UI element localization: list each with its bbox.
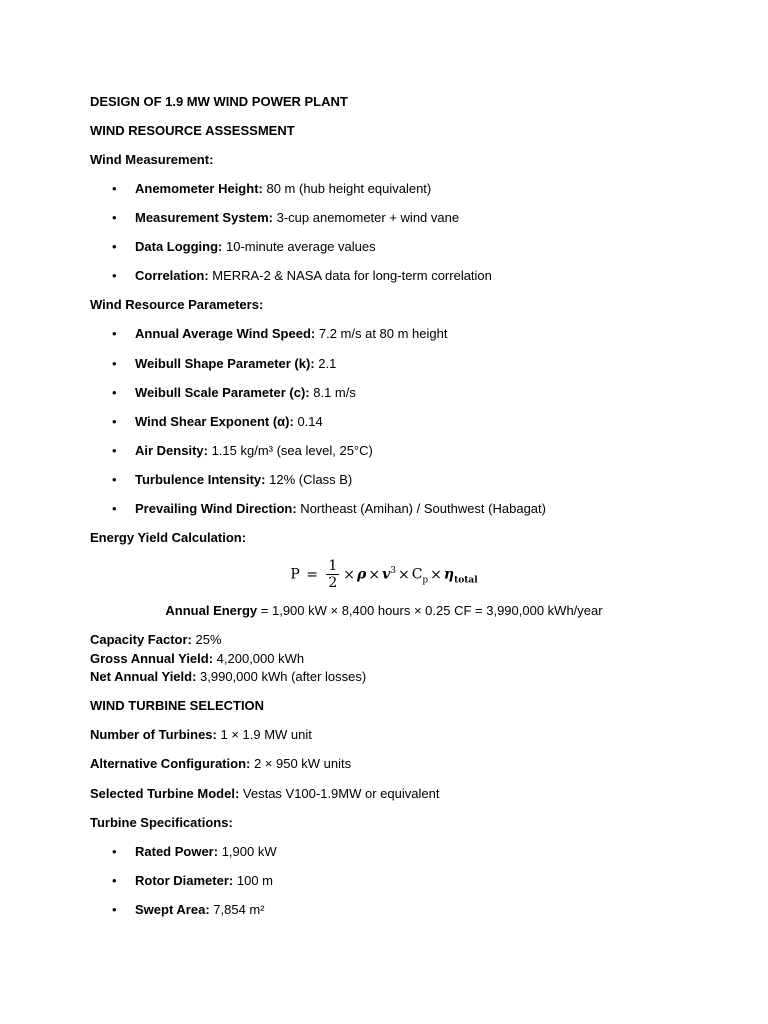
list-item — [135, 239, 376, 255]
annual-energy-label: Annual Energy — [165, 603, 258, 618]
formula-equals: = — [306, 566, 318, 583]
summary-label: Gross Annual Yield: — [90, 651, 214, 666]
formula-fraction — [326, 558, 339, 591]
fraction-numerator: 1 — [328, 558, 338, 574]
formula-cp: C — [411, 566, 423, 583]
document-title: DESIGN OF 1.9 MW WIND POWER PLANT — [90, 94, 348, 109]
item-label: Anemometer Height: — [135, 181, 263, 196]
formula-times: × — [368, 566, 381, 583]
formula-cp-subscript: p — [422, 575, 429, 586]
summary-net-yield — [90, 669, 366, 685]
item-value: 12% (Class B) — [265, 472, 353, 487]
turbine-row-model — [90, 786, 439, 802]
list-item — [135, 501, 546, 517]
bullet-marker: • — [112, 210, 117, 225]
formula-velocity: v — [382, 566, 391, 583]
item-value: 7.2 m/s at 80 m height — [315, 326, 448, 341]
list-item — [135, 181, 431, 197]
list-item — [135, 356, 336, 372]
summary-value: 25% — [191, 632, 222, 647]
bullet-marker: • — [112, 356, 117, 371]
list-item — [135, 844, 277, 860]
formula-times: × — [343, 566, 356, 583]
formula-times: × — [397, 566, 410, 583]
list-item — [135, 902, 265, 918]
summary-value: 4,200,000 kWh — [213, 651, 305, 666]
list-item — [135, 443, 373, 459]
annual-energy-line — [0, 603, 768, 619]
item-label: Rotor Diameter: — [135, 873, 234, 888]
bullet-marker: • — [112, 239, 117, 254]
formula-times: × — [430, 566, 442, 583]
item-value: 0.14 — [293, 414, 323, 429]
fraction-denominator: 2 — [328, 575, 338, 591]
bullet-marker: • — [112, 844, 117, 859]
item-label: Weibull Shape Parameter (k): — [135, 356, 315, 371]
bullet-marker: • — [112, 902, 117, 917]
formula-rho: ρ — [357, 566, 367, 583]
item-value: MERRA-2 & NASA data for long-term correlation — [208, 268, 492, 283]
turbine-row-alternative — [90, 756, 351, 772]
section-heading-wind-resource: WIND RESOURCE ASSESSMENT — [90, 123, 295, 138]
item-label: Air Density: — [135, 443, 208, 458]
summary-label: Net Annual Yield: — [90, 669, 197, 684]
item-value: 100 m — [233, 873, 273, 888]
bullet-marker: • — [112, 873, 117, 888]
list-item — [135, 326, 447, 342]
row-label: Selected Turbine Model: — [90, 786, 240, 801]
bullet-marker: • — [112, 443, 117, 458]
list-item — [135, 414, 323, 430]
item-value: 8.1 m/s — [309, 385, 356, 400]
item-label: Rated Power: — [135, 844, 219, 859]
turbine-row-number — [90, 727, 312, 743]
item-label: Measurement System: — [135, 210, 273, 225]
subheading-energy-yield: Energy Yield Calculation: — [90, 530, 247, 545]
bullet-marker: • — [112, 385, 117, 400]
item-value: 2.1 — [314, 356, 337, 371]
bullet-marker: • — [112, 472, 117, 487]
formula-eta: η — [443, 566, 455, 583]
subheading-turbine-specifications: Turbine Specifications: — [90, 815, 233, 830]
bullet-marker: • — [112, 326, 117, 341]
list-item — [135, 268, 492, 284]
list-item — [135, 873, 273, 889]
item-value: 10-minute average values — [222, 239, 376, 254]
row-label: Number of Turbines: — [90, 727, 217, 742]
row-label: Alternative Configuration: — [90, 756, 251, 771]
item-value: 1,900 kW — [218, 844, 277, 859]
bullet-marker: • — [112, 501, 117, 516]
item-label: Weibull Scale Parameter (c): — [135, 385, 310, 400]
bullet-marker: • — [112, 181, 117, 196]
item-label: Prevailing Wind Direction: — [135, 501, 297, 516]
list-item — [135, 210, 459, 226]
formula-eta-subscript: total — [454, 575, 478, 586]
row-value: 2 × 950 kW units — [250, 756, 352, 771]
section-heading-turbine-selection: WIND TURBINE SELECTION — [90, 698, 265, 713]
list-item — [135, 472, 352, 488]
summary-value: 3,990,000 kWh (after losses) — [196, 669, 367, 684]
item-label: Wind Shear Exponent (α): — [135, 414, 294, 429]
item-label: Annual Average Wind Speed: — [135, 326, 316, 341]
item-value: Northeast (Amihan) / Southwest (Habagat) — [296, 501, 546, 516]
item-label: Turbulence Intensity: — [135, 472, 266, 487]
bullet-marker: • — [112, 268, 117, 283]
item-label: Correlation: — [135, 268, 209, 283]
item-label: Data Logging: — [135, 239, 223, 254]
item-value: 80 m (hub height equivalent) — [262, 181, 432, 196]
subheading-wind-resource-parameters: Wind Resource Parameters: — [90, 297, 264, 312]
row-value: Vestas V100-1.9MW or equivalent — [239, 786, 440, 801]
item-label: Swept Area: — [135, 902, 210, 917]
formula-lhs: P — [290, 566, 300, 583]
subheading-wind-measurement: Wind Measurement: — [90, 152, 214, 167]
summary-label: Capacity Factor: — [90, 632, 192, 647]
row-value: 1 × 1.9 MW unit — [216, 727, 312, 742]
formula-velocity-exponent: 3 — [390, 565, 396, 576]
summary-gross-yield — [90, 651, 304, 667]
summary-capacity-factor — [90, 632, 222, 648]
item-value: 1.15 kg/m³ (sea level, 25°C) — [207, 443, 373, 458]
item-value: 3-cup anemometer + wind vane — [273, 210, 460, 225]
item-value: 7,854 m² — [209, 902, 265, 917]
bullet-marker: • — [112, 414, 117, 429]
power-formula — [0, 558, 768, 591]
list-item — [135, 385, 356, 401]
annual-energy-value: = 1,900 kW × 8,400 hours × 0.25 CF = 3,990,000 kWh/year — [257, 603, 603, 618]
